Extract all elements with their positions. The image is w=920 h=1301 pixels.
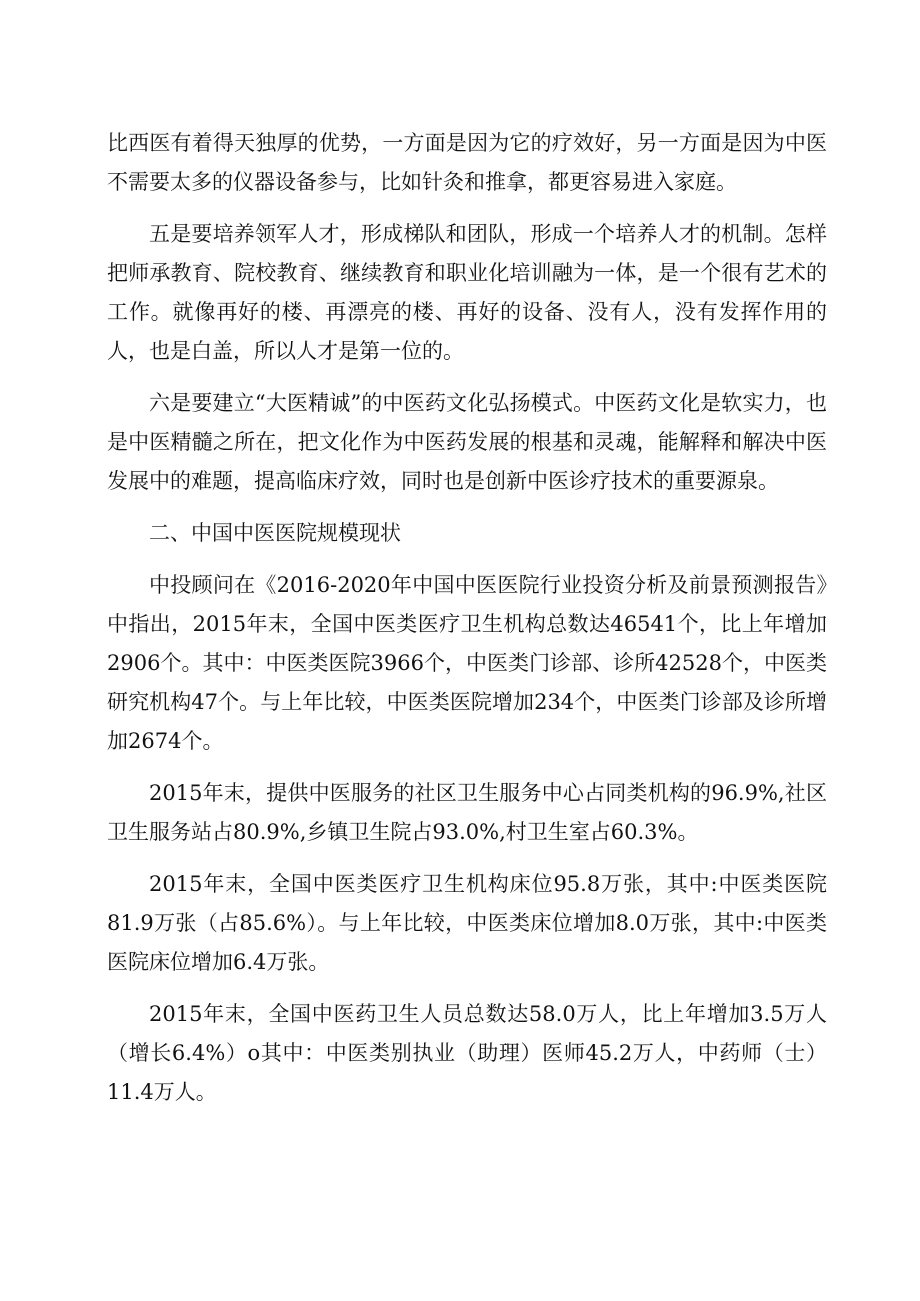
- paragraph-culture-model: 六是要建立“大医精诚”的中医药文化弘扬模式。中医药文化是软实力，也是中医精髓之所在，把文化作为中医药发展的根基和灵魂，能解释和解决中医发展中的难题，提高临床疗效，同时也是创新中医诊疗技术的重要源泉。: [107, 391, 827, 493]
- paragraph-talent-cultivation: 五是要培养领军人才，形成梯队和团队，形成一个培养人才的机制。怎样把师承教育、院校教育、继续教育和职业化培训融为一体，是一个很有艺术的工作。就像再好的楼、再漂亮的楼、再好的设备、没有人，没有发挥作用的人，也是白盖，所以人才是第一位的。: [107, 222, 827, 363]
- paragraph-institution-count: 中投顾问在《2016-2020年中国中医医院行业投资分析及前景预测报告》中指出，2015年末，全国中医类医疗卫生机构总数达46541个，比上年增加2906个。其中：中医类医院3966个，中医类门诊部、诊所42528个，中医类研究机构47个。与上年比较，中医类医院增加234个，中医类门诊部及诊所增加2674个。: [107, 573, 827, 753]
- paragraph-personnel-count: 2015年末，全国中医药卫生人员总数达58.0万人，比上年增加3.5万人（增长6.4%）o其中：中医类别执业（助理）医师45.2万人，中药师（士）11.4万人。: [107, 1002, 827, 1104]
- paragraph-continuation: 比西医有着得天独厚的优势，一方面是因为它的疗效好，另一方面是因为中医不需要太多的仪器设备参与，比如针灸和推拿，都更容易进入家庭。: [107, 131, 827, 194]
- paragraph-bed-count: 2015年末，全国中医类医疗卫生机构床位95.8万张，其中:中医类医院81.9万张（占85.6%）。与上年比较，中医类床位增加8.0万张，其中:中医类医院床位增加6.4万张。: [107, 872, 827, 974]
- section-heading-hospital-scale: 二、中国中医医院规模现状: [149, 521, 401, 545]
- document-body: [107, 124, 827, 1125]
- paragraph-community-service: 2015年末，提供中医服务的社区卫生服务中心占同类机构的96.9%,社区卫生服务站占80.9%,乡镇卫生院占93.0%,村卫生室占60.3%。: [107, 781, 827, 844]
